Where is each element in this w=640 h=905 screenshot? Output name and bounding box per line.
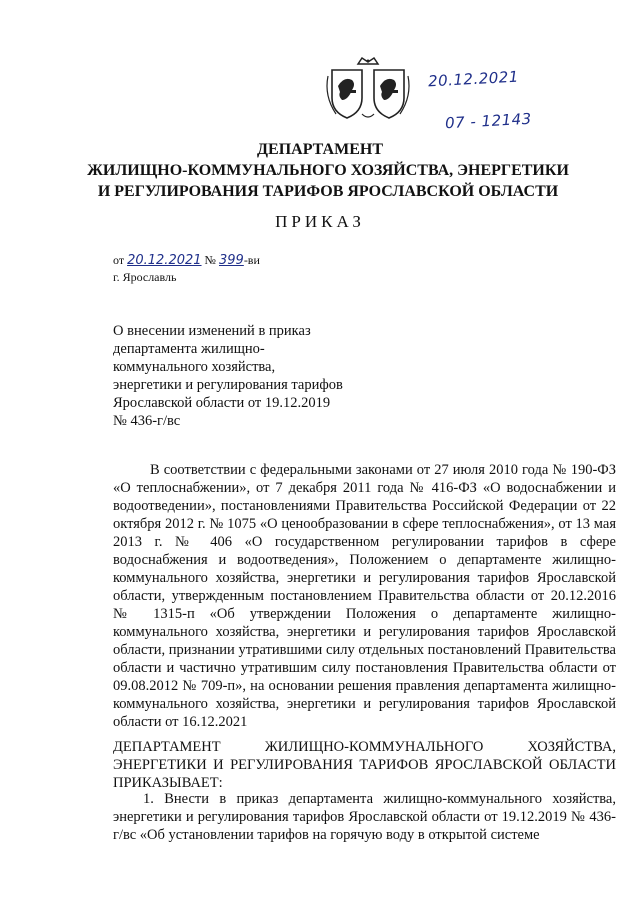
order-subject: О внесении изменений в приказ департамента жилищно-коммунального хозяйства, энергетики и регулирования тарифов Ярославской области от 19.12.2019 № 436-г/вс <box>113 323 343 429</box>
order-date-number-line <box>113 253 260 268</box>
handwritten-registration-number: 07 - 12143 <box>444 109 533 133</box>
department-orders-statement: ДЕПАРТАМЕНТ ЖИЛИЩНО-КОММУНАЛЬНОГО ХОЗЯЙСТВА, ЭНЕРГЕТИКИ И РЕГУЛИРОВАНИЯ ТАРИФОВ ЯРОСЛАВСКОЙ ОБЛАСТИ ПРИКАЗЫВАЕТ: <box>113 739 616 791</box>
document-type-heading: ПРИКАЗ <box>275 212 365 231</box>
order-number-label: № <box>204 253 216 267</box>
order-date: 20.12.2021 <box>127 253 202 268</box>
coat-of-arms-emblem <box>322 56 414 122</box>
preamble-paragraph: В соответствии с федеральными законами от 27 июля 2010 года № 190-ФЗ «О теплоснабжении», от 7 декабря 2011 года № 416-ФЗ «О водоснабжении и водоотведении», постановлениями Правительства Российской Федерации от 22 октября 2012 г. № 1075 «О ценообразовании в сфере теплоснабжения», от 13 мая 2013 г. № 406 «О государственном регулировании тарифов в сфере водоснабжения и водоотведения», Положением о департаменте жилищно-коммунального хозяйства, энергетики и регулирования тарифов Ярославской области, утвержденным постановлением Правительства области от 20.12.2016 № 1315-п «Об утверждении Положения о департаменте жилищно-коммунального хозяйства, энергетики и регулирования тарифов Ярославской области, признании утратившими силу отдельных постановлений Правительства области и частично утратившим силу постановления Правительства области от 09.08.2012 № 709-п», на основании решения правления департамента жилищно-коммунального хозяйства, энергетики и регулирования тарифов Ярославской области от 16.12.2021 <box>113 462 616 730</box>
department-title-line2: ЖИЛИЩНО-КОММУНАЛЬНОГО ХОЗЯЙСТВА, ЭНЕРГЕТИКИ <box>87 162 569 179</box>
department-title-line1: ДЕПАРТАМЕНТ <box>257 141 383 158</box>
order-from-label: от <box>113 253 125 267</box>
city-label: г. Ярославль <box>113 270 177 284</box>
department-title-line3: И РЕГУЛИРОВАНИЯ ТАРИФОВ ЯРОСЛАВСКОЙ ОБЛАСТИ <box>97 183 559 200</box>
order-number: 399 <box>218 253 244 268</box>
order-item-1: 1. Внести в приказ департамента жилищно-коммунального хозяйства, энергетики и регулирования тарифов Ярославской области от 19.12.2019 № 436-г/вс «Об установлении тарифов на горячую воду в открытой системе <box>113 791 616 843</box>
handwritten-date: 20.12.2021 <box>427 67 520 91</box>
order-number-suffix: -ви <box>243 253 260 267</box>
